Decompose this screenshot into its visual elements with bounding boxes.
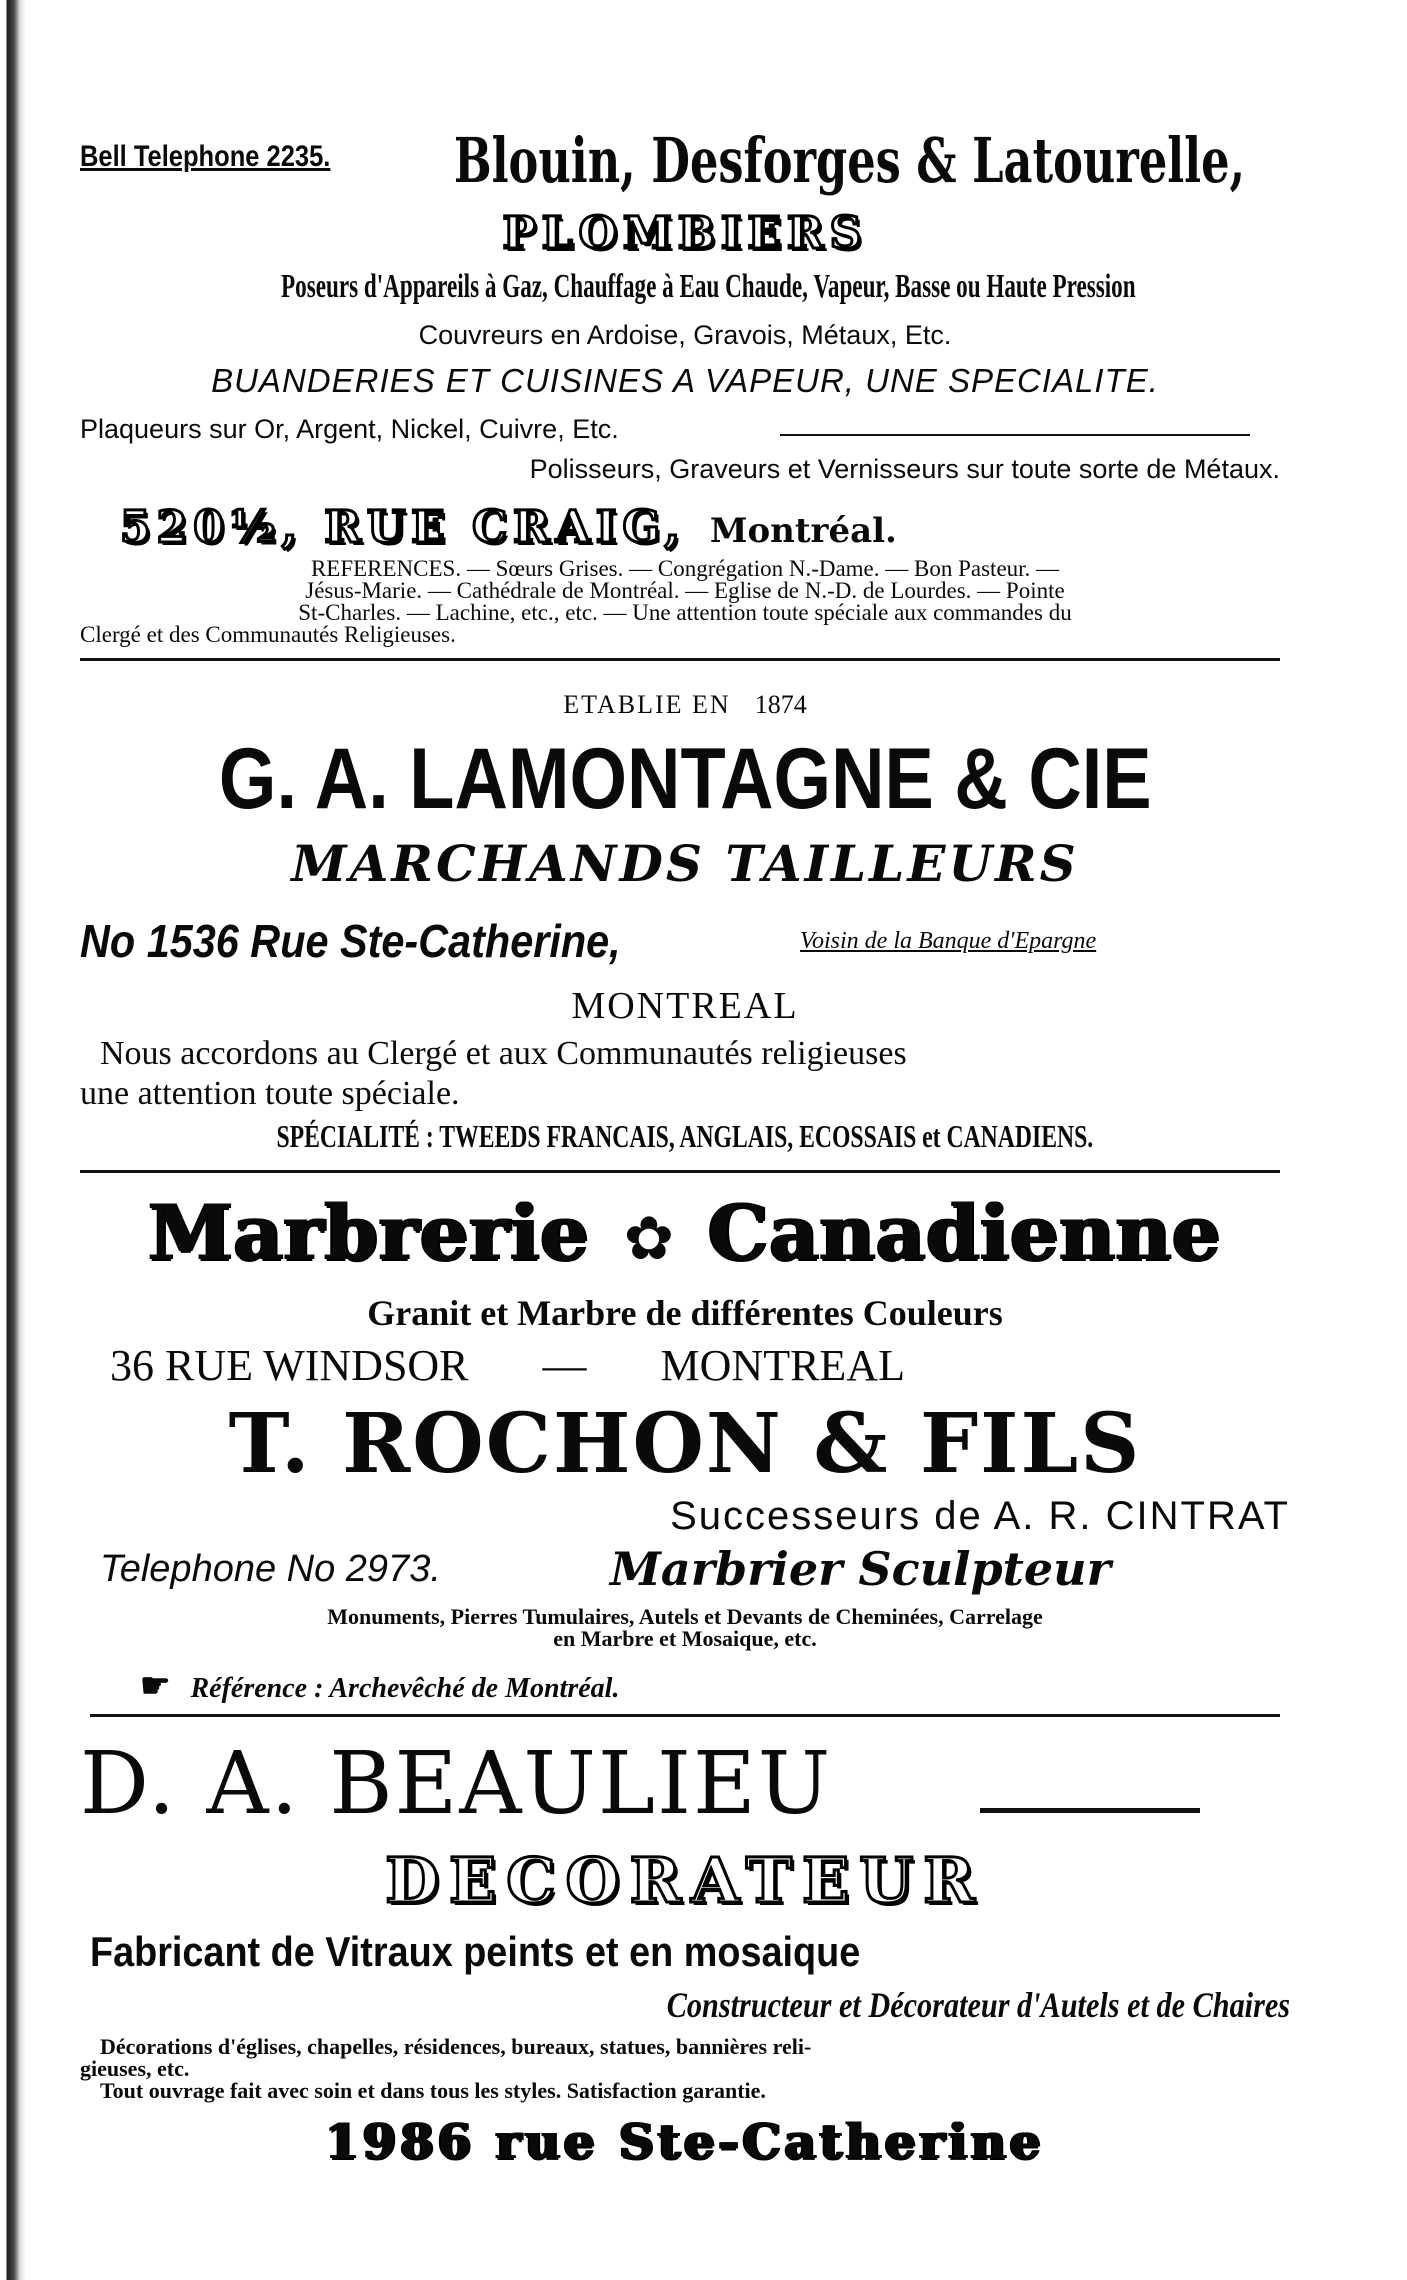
trade-title: DECORATEUR: [385, 1844, 985, 1917]
roofing-line: Couvreurs en Ardoise, Gravois, Métaux, Etc.: [418, 320, 952, 350]
reference-line-2: Jésus-Marie. — Cathédrale de Montréal. — Eglise de N.-D. de Lourdes. — Pointe: [305, 578, 1065, 603]
company-name: Blouin, Desforges & Latourelle,: [453, 124, 1246, 197]
successors-line: Successeurs de A. R. CINTRAT: [670, 1494, 1290, 1538]
street-address: 36 RUE WINDSOR: [110, 1341, 469, 1390]
reference-line-1: REFERENCES. — Sœurs Grises. — Congrégation N.-Dame. — Bon Pasteur. —: [310, 556, 1060, 581]
trade-title: PLOMBIERS: [502, 208, 868, 259]
city-name: MONTREAL: [660, 1341, 905, 1390]
advertisement-page: [80, 118, 1290, 2208]
city-name: MONTREAL: [571, 985, 799, 1027]
company-name: T. ROCHON & FILS: [228, 1396, 1142, 1492]
company-name: G. A. LAMONTAGNE & CIE: [218, 731, 1152, 827]
neighbor-note: Voisin de la Banque d'Epargne: [800, 928, 1097, 954]
street-address: 1986 rue Ste-Catherine: [325, 2114, 1045, 2170]
stained-glass-line: Fabricant de Vitraux peints et en mosaique: [90, 1928, 861, 1975]
ornament-icon: ✿: [623, 1206, 675, 1272]
specialty-line: BUANDERIES ET CUISINES A VAPEUR, UNE SPECIALITE.: [211, 362, 1159, 399]
page-binding-edge: [0, 0, 56, 2280]
telephone-number: Telephone No 2973.: [100, 1548, 441, 1590]
company-name: D. A. BEAULIEU: [80, 1734, 833, 1834]
products-line-2: en Marbre et Mosaique, etc.: [553, 1626, 817, 1651]
plating-line: Plaqueurs sur Or, Argent, Nickel, Cuivre, Etc.: [80, 414, 619, 444]
divider-1: [80, 658, 1280, 661]
trade-title: MARCHANDS TAILLEURS: [291, 834, 1079, 893]
separator-dash: —: [542, 1341, 587, 1390]
plating-rule: [780, 434, 1250, 436]
street-address: 520½, RUE CRAIG,: [120, 502, 686, 553]
specialty-line: SPÉCIALITÉ : TWEEDS FRANCAIS, ANGLAIS, ECOSSAIS et CANADIENS.: [276, 1118, 1094, 1154]
subtitle: Granit et Marbre de différentes Couleurs: [367, 1293, 1003, 1333]
street-address: No 1536 Rue Ste-Catherine,: [80, 915, 621, 967]
canadienne-title: Canadienne: [708, 1188, 1222, 1277]
telephone-label: Bell Telephone 2235.: [80, 140, 331, 173]
pointing-hand-icon: ☛: [140, 1668, 171, 1705]
decorations-line-1: Décorations d'églises, chapelles, résidences, bureaux, statues, bannières reli-: [100, 2034, 812, 2059]
reference-line-4: Clergé et des Communautés Religieuses.: [80, 622, 456, 647]
products-line-1: Monuments, Pierres Tumulaires, Autels et Devants de Cheminées, Carrelage: [327, 1604, 1043, 1629]
trade-title: Marbrier Sculpteur: [610, 1542, 1111, 1596]
marbrerie-title: Marbrerie: [148, 1188, 590, 1277]
established-label: ETABLIE EN: [563, 690, 731, 719]
divider-3: [90, 1714, 1280, 1717]
divider-2: [80, 1170, 1280, 1173]
decorations-line-2: gieuses, etc.: [80, 2056, 190, 2081]
city-name: Montréal.: [709, 511, 897, 551]
services-line: Poseurs d'Appareils à Gaz, Chauffage à Eau Chaude, Vapeur, Basse ou Haute Pression: [281, 268, 1136, 305]
clergy-note-2: une attention toute spéciale.: [80, 1075, 460, 1112]
name-flourish: [980, 1808, 1200, 1813]
clergy-note-1: Nous accordons au Clergé et aux Communautés religieuses: [100, 1035, 907, 1072]
reference-line: Référence : Archevêché de Montréal.: [190, 1673, 620, 1704]
altar-builder-line: Constructeur et Décorateur d'Autels et de Chaires: [666, 1985, 1290, 2025]
established-year: 1874: [754, 690, 807, 719]
workmanship-line: Tout ouvrage fait avec soin et dans tous les styles. Satisfaction garantie.: [100, 2078, 766, 2103]
reference-line-3: St-Charles. — Lachine, etc., etc. — Une attention toute spéciale aux commandes du: [298, 600, 1072, 625]
polishing-line: Polisseurs, Graveurs et Vernisseurs sur toute sorte de Métaux.: [529, 454, 1280, 484]
